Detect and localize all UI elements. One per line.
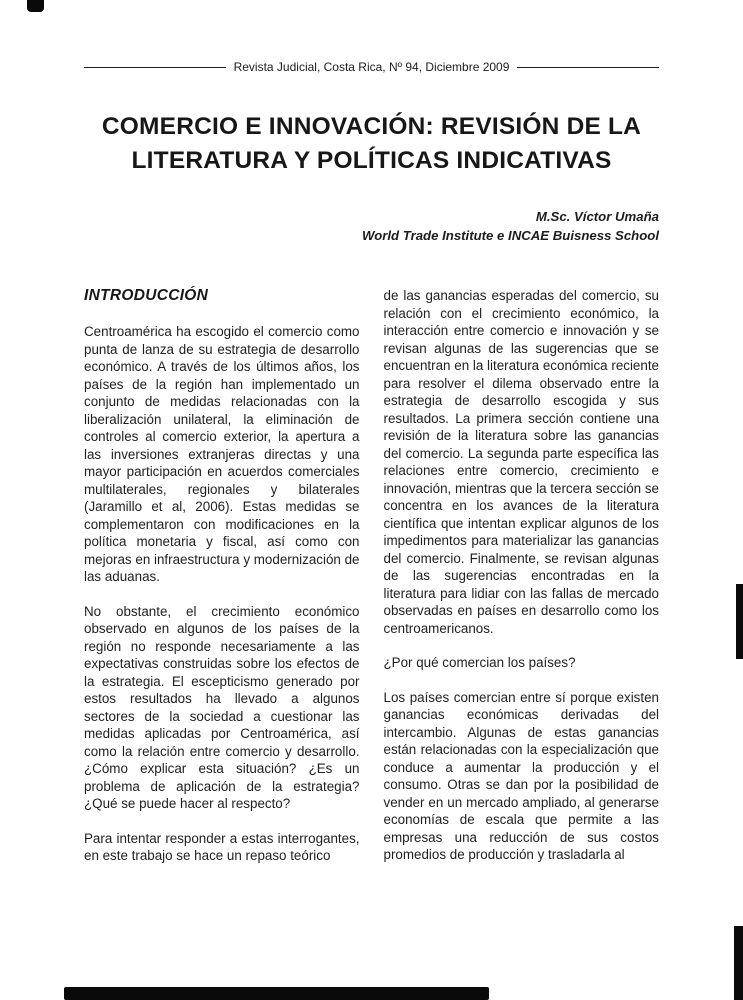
- author-block: [84, 208, 659, 245]
- paragraph: Para intentar responder a estas interrogantes, en este trabajo se hace un repaso teórico: [84, 830, 360, 863]
- section-heading-introduccion: INTRODUCCIÓN: [84, 287, 209, 304]
- author-name: M.Sc. Víctor Umaña: [535, 209, 659, 224]
- author-affiliation: World Trade Institute e INCAE Buisness School: [361, 227, 659, 243]
- scan-artifact-top-left: [27, 0, 44, 12]
- left-column: [84, 287, 360, 882]
- header-rule-right: [517, 67, 659, 68]
- journal-header: [84, 60, 659, 74]
- paragraph: No obstante, el crecimiento económico observado en algunos de los países de la región no responde necesariamente a las expectativas construidas sobre los efectos de la estrategia. El escepticismo generado por estos resultados ha llevado a algunos sectores de la sociedad a cuestionar las medidas aplicadas por Centroamérica, así como la relación entre comercio y desarrollo. ¿Cómo explicar esta situación? ¿Es un problema de aplicación de la estrategia? ¿Qué se puede hacer al respecto?: [84, 603, 360, 811]
- subheading-question: ¿Por qué comercian los países?: [383, 655, 576, 670]
- article-columns: [84, 287, 659, 882]
- scan-artifact-right-upper: [736, 584, 743, 659]
- page-content: [0, 60, 743, 882]
- journal-header-text: Revista Judicial, Costa Rica, Nº 94, Diciembre 2009: [233, 60, 510, 74]
- paragraph: de las ganancias esperadas del comercio, su relación con el crecimiento económico, la interacción entre comercio e innovación y se revisan algunas de las sugerencias que se encuentran en la literatura económica reciente para resolver el dilema observado entre la estrategia de desarrollo escogida y sus resultados. La primera sección contiene una revisión de la literatura sobre las ganancias del comercio. La segunda parte específica las relaciones entre comercio, crecimiento e innovación, mientras que la tercera sección se concentra en los avances de la literatura científica que intentan explicar algunos de los impedimentos para materializar las ganancias del comercio. Finalmente, se revisan algunas de las sugerencias encontradas en la literatura para lidiar con las fallas de mercado observadas en países en desarrollo como los centroamericanos.: [383, 288, 659, 636]
- paragraph: Los países comercian entre sí porque existen ganancias económicas derivadas del intercambio. Algunas de estas ganancias están relacionadas con la especialización que conduce a aumentar la producción y el consumo. Otras se dan por la posibilidad de vender en un mercado ampliado, al generarse economías de escala que permite a las empresas una reducción de sus costos promedios de producción y trasladarla al: [383, 689, 659, 862]
- paragraph: Centroamérica ha escogido el comercio como punta de lanza de su estrategia de desarrollo económico. A través de los últimos años, los países de la región han implementado un conjunto de medidas relacionadas con la liberalización unilateral, la eliminación de controles al comercio exterior, la apertura a las inversiones extranjeras directas y una mayor participación en acuerdos comerciales multilaterales, regionales y bilaterales (Jaramillo et al, 2006). Estas medidas se complementaron con modificaciones en la política monetaria y fiscal, así como con mejoras en infraestructura y modernización de las aduanas.: [84, 324, 360, 584]
- scan-artifact-right-lower: [734, 926, 743, 1000]
- right-column: [384, 287, 660, 882]
- header-rule-left: [84, 67, 226, 68]
- scan-artifact-bottom: [64, 987, 489, 1000]
- article-title: COMERCIO E INNOVACIÓN: REVISIÓN DE LA LITERATURA Y POLÍTICAS INDICATIVAS: [101, 113, 642, 174]
